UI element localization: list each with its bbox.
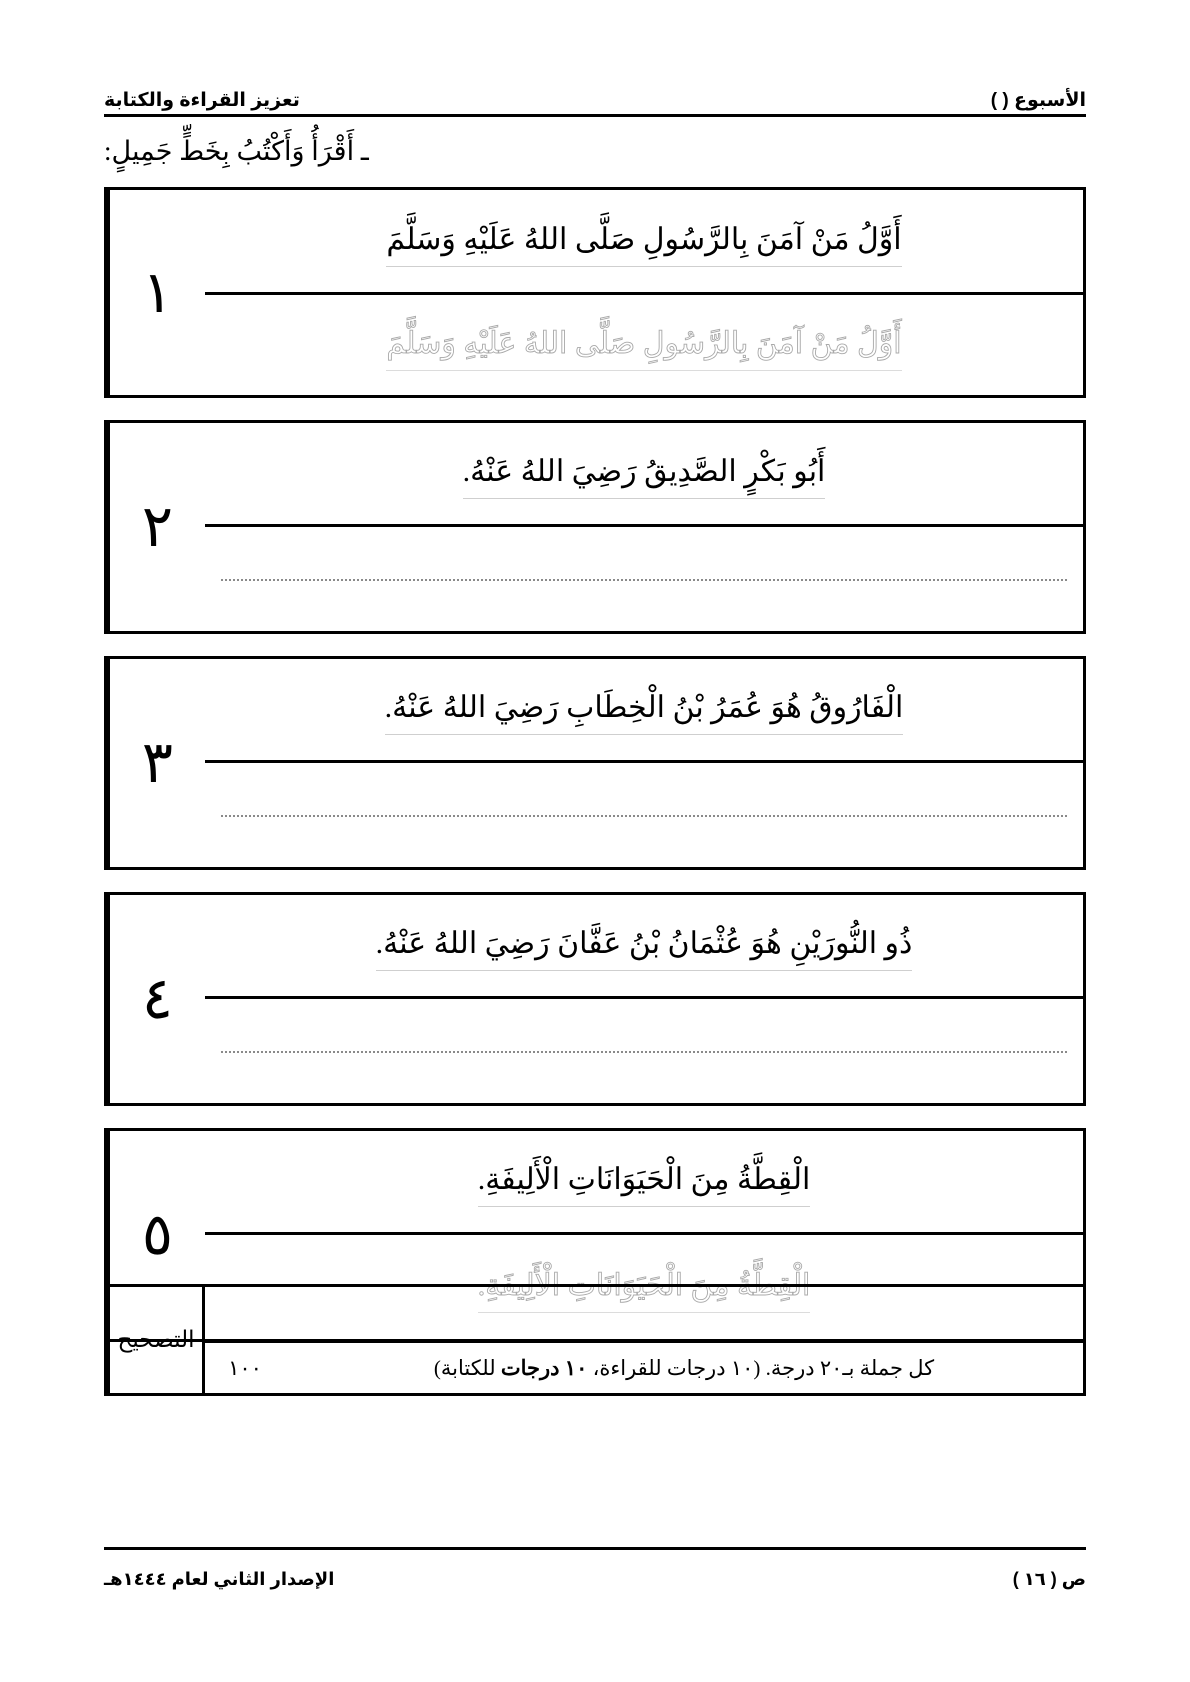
exercise-number: ٤	[107, 895, 205, 1103]
dotted-rule	[221, 1051, 1067, 1053]
exercise-row	[104, 187, 1086, 398]
page-title: تعزيز القراءة والكتابة	[104, 90, 300, 111]
footer-divider	[104, 1547, 1086, 1550]
correction-notes-column	[285, 1287, 1083, 1393]
correction-score-column	[202, 1287, 285, 1393]
sentence-text: الْقِطَّةُ مِنَ الْحَيَوَانَاتِ الْأَلِيفَةِ.	[478, 1156, 811, 1207]
sentence-text: أَوَّلُ مَنْ آمَنَ بِالرَّسُولِ صَلَّى اللهُ عَلَيْهِ وَسَلَّمَ	[386, 216, 901, 267]
exercise-list	[104, 187, 1086, 1364]
model-sentence-line	[205, 1131, 1083, 1235]
header-divider	[104, 114, 1086, 117]
exercise-number: ٥	[107, 1131, 205, 1339]
week-label: الأسبوع ( )	[990, 90, 1086, 111]
tracing-text: أَوَّلُ مَنْ آمَنَ بِالرَّسُولِ صَلَّى اللهُ عَلَيْهِ وَسَلَّمَ	[386, 320, 901, 371]
exercise-number: ٣	[107, 659, 205, 867]
exercise-number: ١	[107, 190, 205, 395]
correction-label: التصحيح	[107, 1287, 202, 1393]
writing-line[interactable]	[205, 527, 1083, 631]
exercise-row	[104, 892, 1086, 1106]
note-bold: ١٠ درجات	[500, 1355, 588, 1380]
correction-table	[104, 1284, 1086, 1396]
exercise-number: ٢	[107, 423, 205, 631]
page-number: ص ( ١٦ )	[1012, 1568, 1086, 1589]
exercise-body	[205, 190, 1083, 395]
instruction-line	[104, 132, 1086, 171]
writing-line[interactable]	[205, 763, 1083, 867]
tracing-text: الْقِطَّةُ مِنَ الْحَيَوَانَاتِ الْأَلِيفَةِ.	[478, 1262, 811, 1313]
dotted-rule	[221, 579, 1067, 581]
model-sentence-line	[205, 895, 1083, 999]
note-prefix: كل جملة بـ٢٠ درجة. (١٠ درجات للقراءة،	[587, 1355, 935, 1380]
correction-empty-cell[interactable]	[285, 1287, 1083, 1343]
exercise-row	[104, 656, 1086, 870]
page-footer	[104, 1562, 1086, 1596]
note-suffix: للكتابة)	[433, 1355, 501, 1380]
model-sentence-line	[205, 190, 1083, 295]
sentence-text: الْفَارُوقُ هُوَ عُمَرُ بْنُ الْخِطَابِ رَضِيَ اللهُ عَنْهُ.	[385, 684, 904, 735]
score-entry-cell[interactable]	[205, 1287, 285, 1343]
sentence-text: أَبُو بَكْرٍ الصَّدِيقُ رَضِيَ اللهُ عَنْهُ.	[463, 448, 826, 499]
sentence-text: ذُو النُّورَيْنِ هُوَ عُثْمَانُ بْنُ عَفَّانَ رَضِيَ اللهُ عَنْهُ.	[376, 920, 913, 971]
tracing-line[interactable]	[205, 295, 1083, 395]
edition-label: الإصدار الثاني لعام ١٤٤٤هـ	[104, 1568, 335, 1589]
exercise-body	[205, 423, 1083, 631]
model-sentence-line	[205, 423, 1083, 527]
writing-line[interactable]	[205, 999, 1083, 1103]
model-sentence-line	[205, 659, 1083, 763]
correction-note-cell	[285, 1343, 1083, 1393]
total-score: ١٠٠	[228, 1355, 262, 1380]
instruction-text: ـ أَقْرَأُ وَأَكْتُبُ بِخَطٍّ جَمِيلٍ:	[104, 136, 369, 166]
page-header	[104, 66, 1086, 112]
exercise-body	[205, 895, 1083, 1103]
correction-note	[424, 1356, 944, 1381]
exercise-body	[205, 659, 1083, 867]
exercise-row	[104, 420, 1086, 634]
dotted-rule	[221, 815, 1067, 817]
